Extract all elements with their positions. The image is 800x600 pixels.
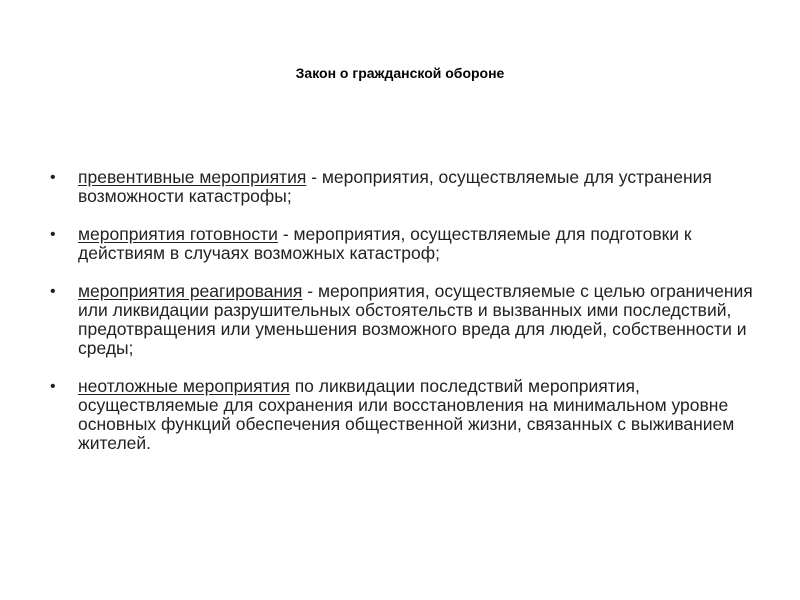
bullet-icon: • (50, 283, 56, 300)
bullet-list (50, 168, 770, 472)
definition-preventive: - мероприятия, осуществляемые для устранения возможности катастрофы; (78, 167, 712, 206)
definition-readiness: - мероприятия, осуществляемые для подготовки к действиям в случаях возможных катастроф; (78, 224, 692, 263)
bullet-item-urgent (50, 377, 770, 453)
bullet-icon: • (50, 226, 56, 243)
slide-title: Закон о гражданской обороне (295, 65, 505, 81)
bullet-icon: • (50, 378, 56, 395)
bullet-item-response (50, 282, 770, 358)
term-preventive: превентивные мероприятия (78, 167, 307, 187)
term-response: мероприятия реагирования (78, 281, 303, 301)
definition-response: - мероприятия, осуществляемые с целью ограничения или ликвидации разрушительных обстоятельств и вызванных ими последствий, предотвращения или уменьшения возможного вреда для людей, собственности и среды; (78, 281, 753, 358)
bullet-item-preventive (50, 168, 770, 206)
bullet-icon: • (50, 169, 56, 186)
definition-urgent: по ликвидации последствий мероприятия, осуществляемые для сохранения или восстановления на минимальном уровне основных функций обеспечения общественной жизни, связанных с выживанием жителей. (78, 376, 735, 453)
term-urgent: неотложные мероприятия (78, 376, 290, 396)
term-readiness: мероприятия готовности (78, 224, 278, 244)
bullet-item-readiness (50, 225, 770, 263)
